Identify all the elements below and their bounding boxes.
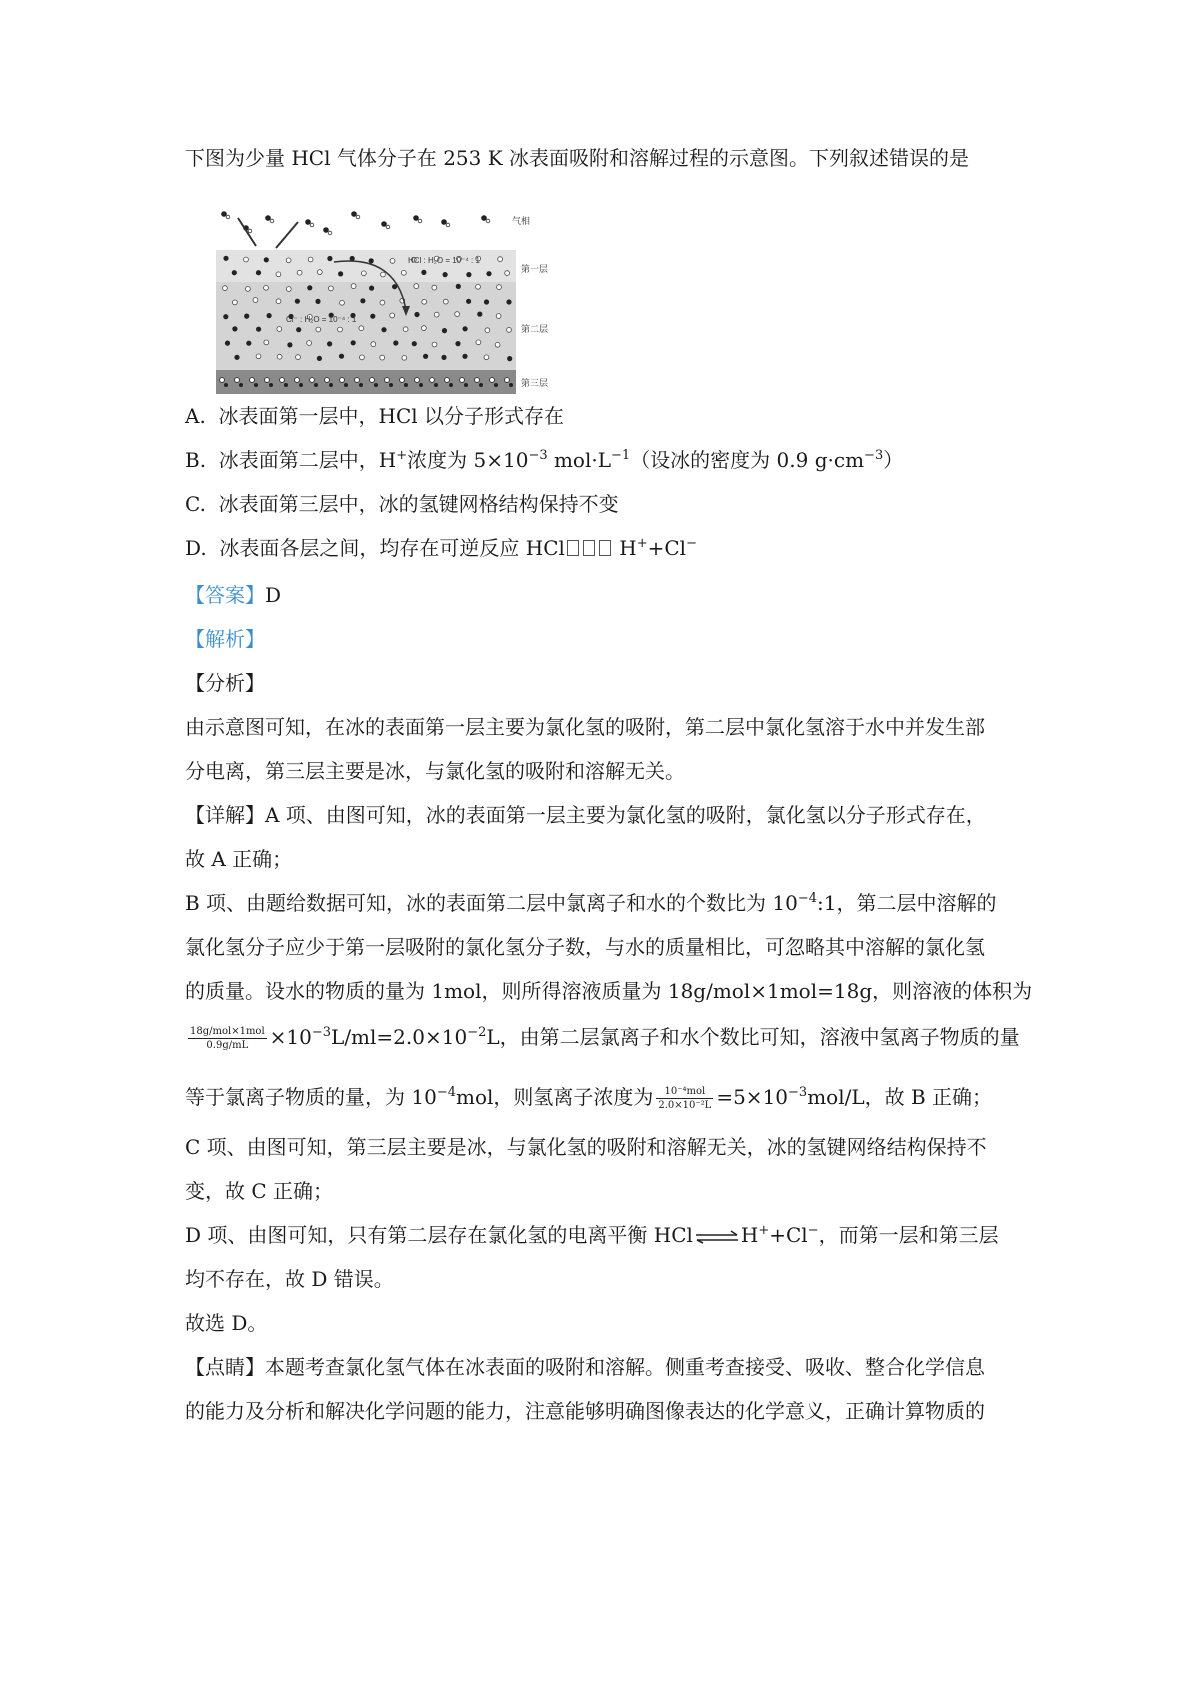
molecule-dot (233, 300, 238, 305)
molecule-dot (486, 271, 491, 276)
molecule-dot (327, 256, 332, 261)
molecule-dot (232, 270, 237, 275)
detail-c-line1: C 项、由图可知，第三层主要是冰，与氯化氢的吸附和溶解无关，冰的氢键网络结构保持不 (185, 1135, 987, 1159)
molecule-dot (339, 354, 344, 359)
molecule-dot (344, 383, 348, 387)
molecule-dot (244, 257, 249, 262)
equilibrium-arrow-icon (695, 1230, 739, 1244)
molecule-dot (370, 314, 375, 319)
dianjing-line1: 【点睛】本题考查氯化氢气体在冰表面的吸附和溶解。侧重考查接受、吸收、整合化学信息 (185, 1355, 985, 1379)
molecule-dot (400, 378, 405, 383)
molecule-dot (460, 378, 465, 383)
molecule-dot (232, 326, 237, 331)
detail-b-line1: B 项、由题给数据可知，冰的表面第二层中氯离子和水的个数比为 $10^{-4}:1$，第二层中溶解的 (185, 891, 997, 915)
molecule-dot (256, 270, 261, 275)
layer1-label: 第一层 (521, 265, 549, 275)
molecule-dot (421, 270, 426, 275)
molecule-dot (414, 312, 419, 317)
molecule-dot (340, 300, 345, 305)
missing-glyph-icon (583, 540, 595, 556)
molecule-dot (434, 383, 438, 387)
molecule-dot (307, 341, 312, 346)
molecule-dot (317, 356, 322, 361)
molecule-dot (325, 378, 330, 383)
molecule-dot (476, 340, 481, 345)
gas-phase-label: 气相 (512, 217, 531, 227)
gas-trajectory-line (238, 218, 256, 246)
molecule-dot (248, 229, 252, 233)
molecule-dot (446, 223, 450, 227)
molecule-dot (280, 378, 285, 383)
molecule-dot (355, 378, 360, 383)
molecule-dot (356, 215, 360, 219)
molecule-dot (223, 314, 228, 319)
molecule-dot (484, 355, 489, 360)
molecule-dot (381, 221, 387, 227)
molecule-dot (296, 355, 301, 360)
molecule-dot (295, 378, 300, 383)
molecule-dot (225, 341, 230, 346)
molecule-dot (351, 211, 357, 217)
option-b: B. 冰表面第二层中，H+浓度为 $5\times 10^{-3}$ $mol\cdot L^{-1}$（设冰的密度为 0.9 $g\cdot cm^{-3}$） (185, 448, 904, 472)
molecule-dot (246, 341, 251, 346)
detail-a-line1: 【详解】A 项、由图可知，冰的表面第一层主要为氯化氢的吸附，氯化氢以分子形式存在， (185, 803, 986, 827)
molecule-dot (351, 284, 356, 289)
molecule-dot (386, 225, 390, 229)
molecule-dot (412, 341, 417, 346)
molecule-dot (316, 327, 321, 332)
molecule-dot (393, 340, 398, 345)
detail-b-line3: 的质量。设水的物质的量为 1mol，则所得溶液质量为 18g/mol×1mol=18g，则溶液的体积为 (185, 979, 1033, 1003)
molecule-dot (328, 231, 332, 235)
molecule-dot (445, 378, 450, 383)
detail-a-line2: 故 A 正确； (185, 847, 293, 871)
option-d: D. 冰表面各层之间，均存在可逆反应 HCl H++Cl− (185, 536, 697, 560)
molecule-dot (381, 327, 386, 332)
detail-d-line2: 均不存在，故 D 错误。 (185, 1267, 394, 1291)
molecule-dot (509, 383, 513, 387)
molecule-dot (254, 383, 258, 387)
molecule-dot (434, 312, 439, 317)
molecule-dot (264, 340, 269, 345)
molecule-dot (314, 383, 318, 387)
answer-label: 【答案】 (185, 583, 265, 607)
molecule-dot (338, 271, 343, 276)
molecule-dot (250, 378, 255, 383)
molecule-dot (323, 227, 329, 233)
molecule-dot (305, 219, 311, 225)
missing-glyph-icon (599, 540, 611, 556)
molecule-dot (455, 312, 460, 317)
molecule-dot (498, 257, 503, 262)
molecule-dot (327, 341, 332, 346)
molecule-dot (223, 286, 228, 291)
question-stem: 下图为少量 HCl 气体分子在 253 K 冰表面吸附和溶解过程的示意图。下列叙述错误的是 (185, 146, 970, 170)
detail-b-line5: 等于氯离子物质的量，为 $10^{-4}mol$，则氢离子浓度为 $\frac{\text{10⁻⁴mol}}{\text{2.0×10⁻²L}}$ $=5\times 10^{-3}mol/L$，故 B 正确； (185, 1085, 993, 1111)
analysis-header: 【解析】 (185, 627, 265, 651)
molecule-dot (466, 272, 471, 277)
molecule-dot (505, 271, 510, 276)
detail-b-line4: $\frac{\text{18g/mol×1mol}}{0.9g/mL}$ $\times 10^{-3}L/ml=2.0\times 10^{-2}L$，由第二层氯离子和水个数比可知，溶液中氢离子物质的量 (190, 1025, 1020, 1051)
molecule-dot (443, 272, 448, 277)
molecule-dot (414, 284, 419, 289)
molecule-dot (220, 378, 225, 383)
molecule-dot (340, 378, 345, 383)
molecule-dot (466, 299, 471, 304)
molecule-dot (270, 219, 274, 223)
molecule-dot (441, 219, 447, 225)
molecule-dot (371, 342, 376, 347)
molecule-dot (481, 215, 487, 221)
molecule-dot (256, 354, 261, 359)
molecule-dot (432, 285, 437, 290)
molecule-dot (256, 327, 261, 332)
molecule-dot (308, 257, 313, 262)
molecule-dot (443, 299, 448, 304)
molecule-dot (338, 327, 343, 332)
molecule-dot (276, 299, 281, 304)
molecule-dot (277, 327, 282, 332)
layer1-band (216, 250, 516, 282)
molecule-dot (315, 299, 320, 304)
molecule-dot (284, 383, 288, 387)
molecule-dot (310, 223, 314, 227)
molecule-dot (265, 215, 271, 221)
molecule-dot (455, 341, 460, 346)
molecule-dot (380, 355, 385, 360)
molecule-dot (235, 378, 240, 383)
molecule-dot (223, 256, 228, 261)
option-a: A. 冰表面第一层中，HCl 以分子形式存在 (185, 404, 565, 428)
molecule-dot (359, 326, 364, 331)
molecule-dot (505, 378, 510, 383)
missing-glyph-icon (567, 540, 579, 556)
molecule-dot (390, 313, 395, 318)
molecule-dot (415, 378, 420, 383)
molecule-dot (484, 299, 489, 304)
molecule-dot (360, 355, 365, 360)
molecule-dot (401, 270, 406, 275)
molecule-dot (224, 383, 228, 387)
fenxi-line2: 分电离，第三层主要是冰，与氯化氢的吸附和溶解无关。 (185, 759, 685, 783)
answer-value: D (265, 583, 282, 607)
molecule-dot (267, 313, 272, 318)
molecule-dot (359, 383, 363, 387)
molecule-dot (351, 340, 356, 345)
molecule-dot (404, 383, 408, 387)
detail-c-line2: 变，故 C 正确； (185, 1179, 334, 1203)
molecule-dot (297, 270, 302, 275)
molecule-dot (449, 383, 453, 387)
molecule-dot (310, 378, 315, 383)
molecule-dot (269, 383, 273, 387)
molecule-dot (286, 287, 291, 292)
molecule-dot (507, 328, 512, 333)
molecule-dot (381, 272, 386, 277)
molecule-dot (432, 342, 437, 347)
molecule-dot (418, 219, 422, 223)
molecule-dot (361, 271, 366, 276)
molecule-dot (385, 378, 390, 383)
molecule-dot (485, 328, 490, 333)
molecule-dot (477, 312, 482, 317)
detail-d-line1: D 项、由图可知，只有第二层存在氯化氢的电离平衡 HCl H++Cl−，而第一层和第三层 (185, 1223, 999, 1247)
molecule-dot (370, 378, 375, 383)
molecule-dot (419, 383, 423, 387)
molecule-dot (441, 355, 446, 360)
hcl-ice-adsorption-figure (216, 208, 576, 398)
molecule-dot (390, 259, 395, 264)
molecule-dot (226, 215, 230, 219)
molecule-dot (495, 342, 500, 347)
molecule-dot (264, 285, 269, 290)
molecule-dot (221, 211, 227, 217)
fenxi-line1: 由示意图可知，在冰的表面第一层主要为氯化氢的吸附，第二层中氯化氢溶于水中并发生部 (185, 715, 985, 739)
molecule-dot (277, 354, 282, 359)
layer2-label: 第二层 (521, 325, 549, 335)
option-c: C. 冰表面第三层中，冰的氢键网格结构保持不变 (185, 492, 619, 516)
molecule-dot (299, 383, 303, 387)
molecule-dot (506, 299, 511, 304)
molecule-dot (244, 314, 249, 319)
molecule-dot (329, 286, 334, 291)
molecule-dot (462, 354, 467, 359)
molecule-dot (296, 327, 301, 332)
molecule-dot (286, 258, 291, 263)
molecule-dot (442, 328, 447, 333)
gas-trajectory-line (276, 222, 298, 248)
answer-line (185, 581, 281, 609)
molecule-dot (507, 356, 512, 361)
fraction-volume: $\frac{\text{18g/mol×1mol}}{0.9g/mL}$ (190, 1026, 265, 1051)
molecule-dot (463, 326, 468, 331)
molecule-dot (295, 299, 300, 304)
molecule-dot (253, 298, 258, 303)
molecule-dot (369, 258, 374, 263)
molecule-dot (422, 326, 427, 331)
fenxi-header: 【分析】 (185, 671, 265, 695)
molecule-dot (234, 355, 239, 360)
molecule-dot (494, 383, 498, 387)
molecule-dot (430, 378, 435, 383)
molecule-dot (264, 257, 269, 262)
molecule-dot (490, 378, 495, 383)
molecule-dot (317, 270, 322, 275)
molecule-dot (413, 215, 419, 221)
molecule-dot (476, 284, 481, 289)
molecule-dot (287, 342, 292, 347)
molecule-dot (403, 327, 408, 332)
molecule-dot (486, 219, 490, 223)
molecule-dot (360, 298, 365, 303)
conclusion: 故选 D。 (185, 1311, 268, 1335)
fraction-concentration: $\frac{\text{10⁻⁴mol}}{\text{2.0×10⁻²L}}$ (658, 1086, 712, 1111)
molecule-dot (464, 383, 468, 387)
layer3-band (216, 370, 516, 394)
molecule-dot (422, 299, 427, 304)
molecule-dot (475, 378, 480, 383)
molecule-dot (423, 354, 428, 359)
molecule-dot (246, 287, 251, 292)
molecule-dot (389, 383, 393, 387)
layer2-ratio-label: Cl⁻ : H₂O = 10⁻⁴ : 1 (286, 315, 357, 324)
molecule-dot (265, 378, 270, 383)
molecule-dot (369, 286, 374, 291)
molecule-dot (497, 285, 502, 290)
layer3-label: 第三层 (521, 379, 549, 389)
molecule-dot (374, 383, 378, 387)
molecule-dot (479, 383, 483, 387)
molecule-dot (329, 383, 333, 387)
molecule-dot (307, 285, 312, 290)
molecule-dot (456, 284, 461, 289)
detail-b-line2: 氯化氢分子应少于第一层吸附的氯化氢分子数，与水的质量相比，可忽略其中溶解的氯化氢 (185, 935, 985, 959)
molecule-dot (496, 314, 501, 319)
dianjing-line2: 的能力及分析和解决化学问题的能力，注意能够明确图像表达的化学意义，正确计算物质的 (185, 1399, 985, 1423)
layer1-ratio-label: HCl : H₂O = 10⁻⁴ : 1 (408, 256, 480, 265)
molecule-dot (239, 383, 243, 387)
molecule-dot (380, 300, 385, 305)
molecule-dot (276, 272, 281, 277)
molecule-dot (402, 355, 407, 360)
